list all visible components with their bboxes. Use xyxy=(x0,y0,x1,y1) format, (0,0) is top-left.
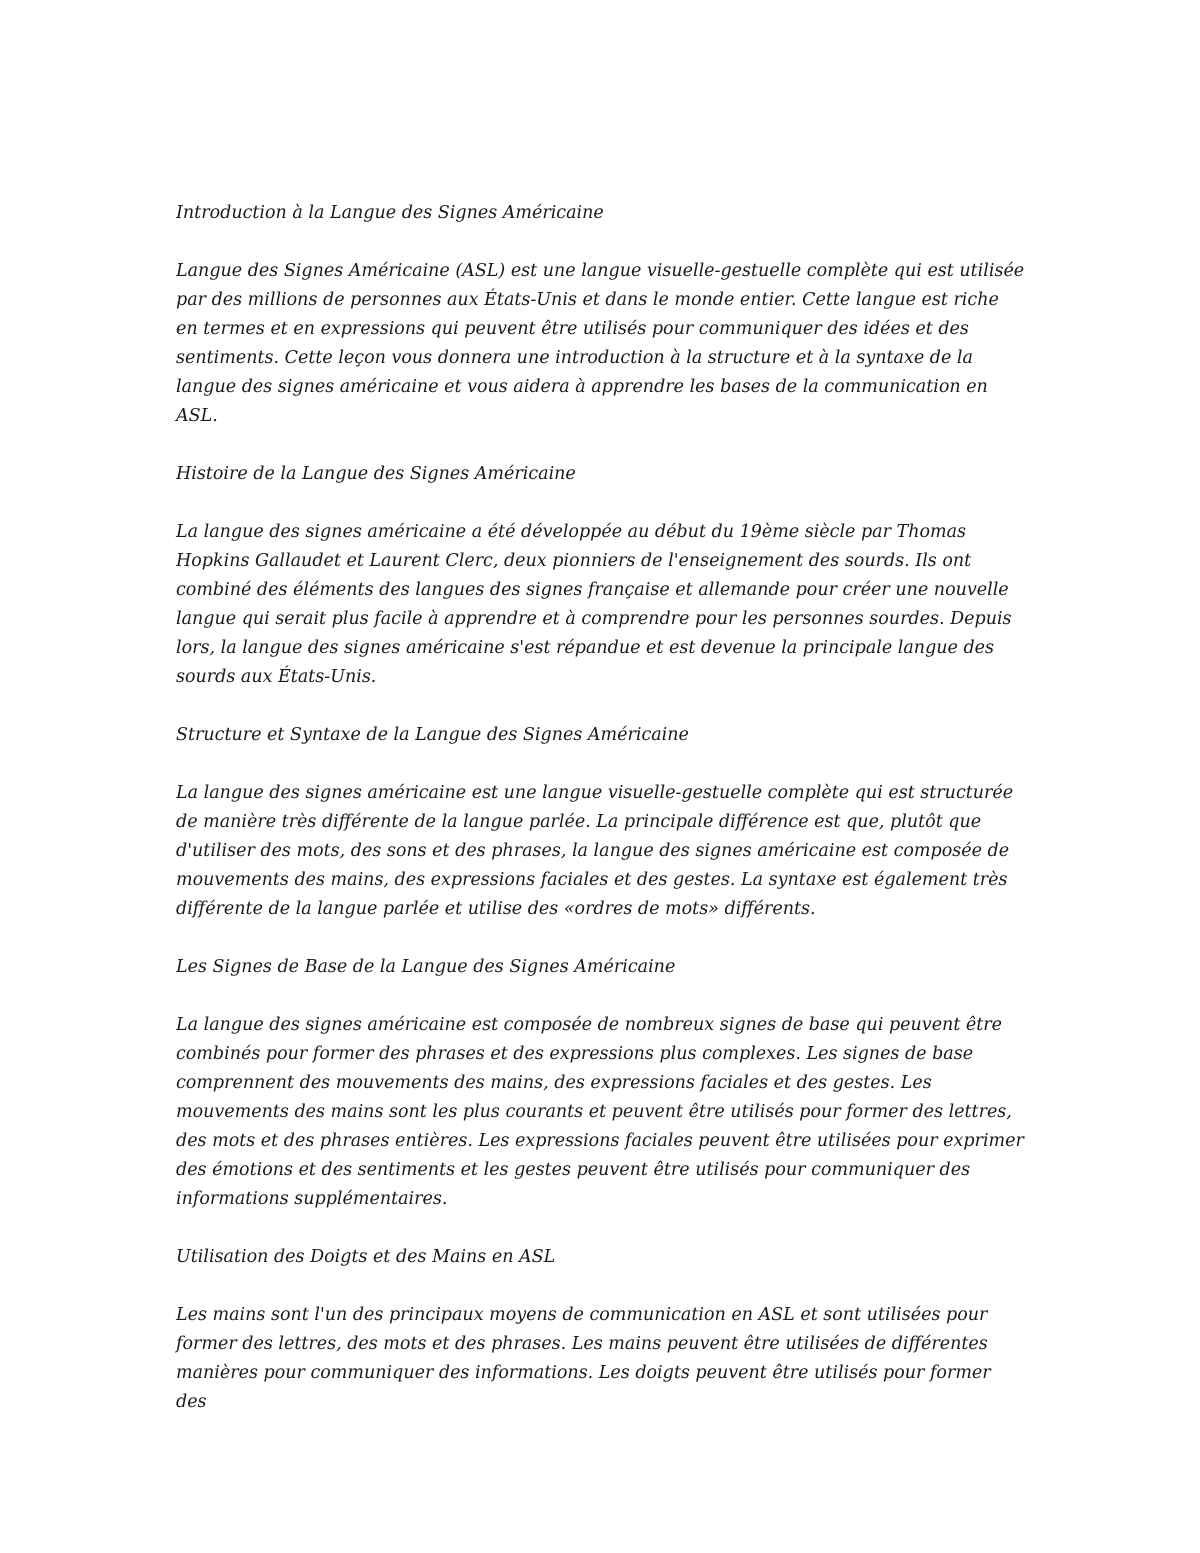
section-heading-histoire: Histoire de la Langue des Signes Américaine xyxy=(176,464,576,484)
section-paragraph-doigts-mains: Les mains sont l'un des principaux moyens de communication en ASL et sont utilisées pour former des lettres, des mots et des phrases. Les mains peuvent être utilisées de différentes manières pour communiquer des informations. Les doigts peuvent être utilisés pour former des xyxy=(176,1305,991,1412)
document-body xyxy=(176,199,1026,1446)
section-paragraph-histoire: La langue des signes américaine a été développée au début du 19ème siècle par Thomas Hopkins Gallaudet et Laurent Clerc, deux pionniers de l'enseignement des sourds. Ils ont combiné des éléments des langues des signes française et allemande pour créer une nouvelle langue qui serait plus facile à apprendre et à comprendre pour les personnes sourdes. Depuis lors, la langue des signes américaine s'est répandue et est devenue la principale langue des sourds aux États-Unis. xyxy=(176,522,1012,687)
section-heading-structure: Structure et Syntaxe de la Langue des Signes Américaine xyxy=(176,725,689,745)
section-paragraph-signes-de-base: La langue des signes américaine est composée de nombreux signes de base qui peuvent être combinés pour former des phrases et des expressions plus complexes. Les signes de base comprennent des mouvements des mains, des expressions faciales et des gestes. Les mouvements des mains sont les plus courants et peuvent être utilisés pour former des lettres, des mots et des phrases entières. Les expressions faciales peuvent être utilisées pour exprimer des émotions et des sentiments et les gestes peuvent être utilisés pour communiquer des informations supplémentaires. xyxy=(176,1015,1024,1209)
section-paragraph-structure: La langue des signes américaine est une langue visuelle-gestuelle complète qui est structurée de manière très différente de la langue parlée. La principale différence est que, plutôt que d'utiliser des mots, des sons et des phrases, la langue des signes américaine est composée de mouvements des mains, des expressions faciales et des gestes. La syntaxe est également très différente de la langue parlée et utilise des «ordres de mots» différents. xyxy=(176,783,1014,919)
section-heading-signes-de-base: Les Signes de Base de la Langue des Signes Américaine xyxy=(176,957,676,977)
section-heading-introduction: Introduction à la Langue des Signes Américaine xyxy=(176,203,604,223)
section-heading-doigts-mains: Utilisation des Doigts et des Mains en ASL xyxy=(176,1247,556,1267)
section-paragraph-introduction: Langue des Signes Américaine (ASL) est une langue visuelle-gestuelle complète qui est utilisée par des millions de personnes aux États-Unis et dans le monde entier. Cette langue est riche en termes et en expressions qui peuvent être utilisés pour communiquer des idées et des sentiments. Cette leçon vous donnera une introduction à la structure et à la syntaxe de la langue des signes américaine et vous aidera à apprendre les bases de la communication en ASL. xyxy=(176,261,1025,426)
